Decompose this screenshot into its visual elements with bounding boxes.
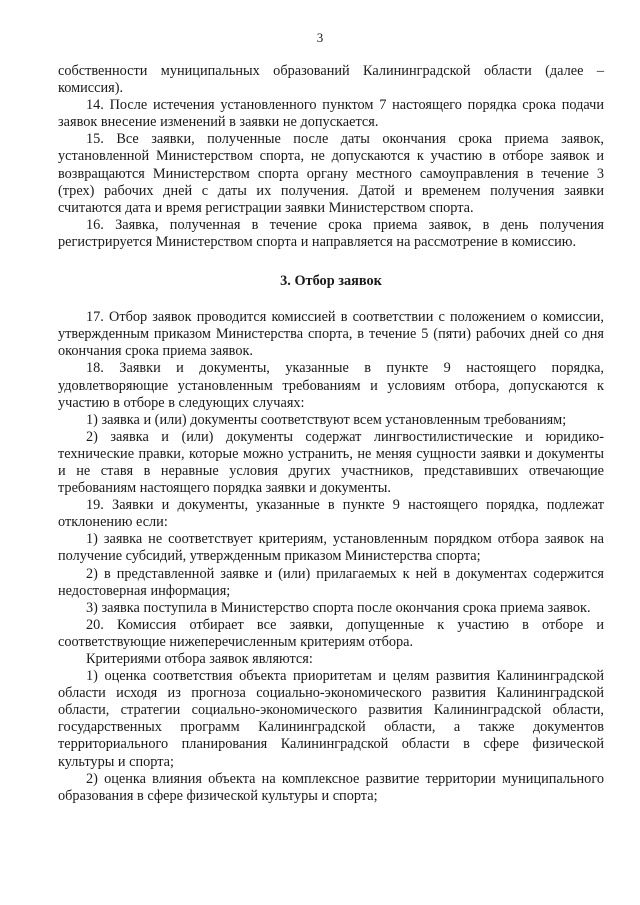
paragraph-continuation: собственности муниципальных образований Калининградской области (далее – комиссия).: [58, 63, 604, 97]
paragraph-19: 19. Заявки и документы, указанные в пункте 9 настоящего порядка, подлежат отклонению если:: [58, 497, 604, 531]
page-number: 3: [316, 30, 324, 45]
paragraph-18: 18. Заявки и документы, указанные в пункте 9 настоящего порядка, удовлетворяющие установленным требованиям и условиям отбора, допускаются к участию в отборе в следующих случаях:: [58, 360, 604, 411]
paragraph-14: 14. После истечения установленного пунктом 7 настоящего порядка срока подачи заявок внесение изменений в заявки не допускается.: [58, 97, 604, 131]
criteria-item-2: 2) оценка влияния объекта на комплексное развитие территории муниципального образования в сфере физической культуры и спорта;: [58, 770, 604, 804]
paragraph-18-item-1: 1) заявка и (или) документы соответствуют всем установленным требованиям;: [86, 411, 567, 428]
paragraph-20: 20. Комиссия отбирает все заявки, допущенные к участию в отборе и соответствующие нижеперечисленным критериям отбора.: [58, 616, 604, 650]
paragraph-19-item-3: 3) заявка поступила в Министерство спорта после окончания срока приема заявок.: [86, 599, 591, 616]
criteria-item-1: 1) оценка соответствия объекта приоритетам и целям развития Калининградской области исходя из прогноза социально-экономического развития Калининградской области, стратегии социально-экономического развития Калининградской области, государственных программ Калининградской области, а также документов территориального планирования Калининградской области в сфере физической культуры и спорта;: [58, 668, 604, 770]
paragraph-19-item-2: 2) в представленной заявке и (или) прилагаемых к ней в документах содержится недостоверная информация;: [58, 565, 604, 599]
paragraph-18-item-2: 2) заявка и (или) документы содержат лингвостилистические и юридико-технические правки, которые можно устранить, не меняя сущности заявки и документы и не ставя в неравные условия других участников, представивших отвечающие требованиям настоящего порядка заявки и документы.: [58, 428, 604, 497]
paragraph-19-item-1: 1) заявка не соответствует критериям, установленным порядком отбора заявок на получение субсидий, утвержденным приказом Министерства спорта;: [58, 531, 604, 565]
paragraph-15: 15. Все заявки, полученные после даты окончания срока приема заявок, установленной Министерством спорта, не допускаются к участию в отборе заявок и возвращаются Министерством спорта органу местного самоуправления в течение 3 (трех) рабочих дней с даты их получения. Датой и временем получения заявки считаются дата и время регистрации заявки Министерством спорта.: [58, 131, 604, 216]
document-body: [58, 63, 604, 805]
section-heading: 3. Отбор заявок: [280, 273, 382, 290]
paragraph-16: 16. Заявка, полученная в течение срока приема заявок, в день получения регистрируется Министерством спорта и направляется на рассмотрение в комиссию.: [58, 216, 604, 250]
paragraph-17: 17. Отбор заявок проводится комиссией в соответствии с положением о комиссии, утвержденным приказом Министерства спорта, в течение 5 (пяти) рабочих дней со дня окончания срока приема заявок.: [58, 309, 604, 360]
criteria-intro: Критериями отбора заявок являются:: [86, 651, 313, 667]
